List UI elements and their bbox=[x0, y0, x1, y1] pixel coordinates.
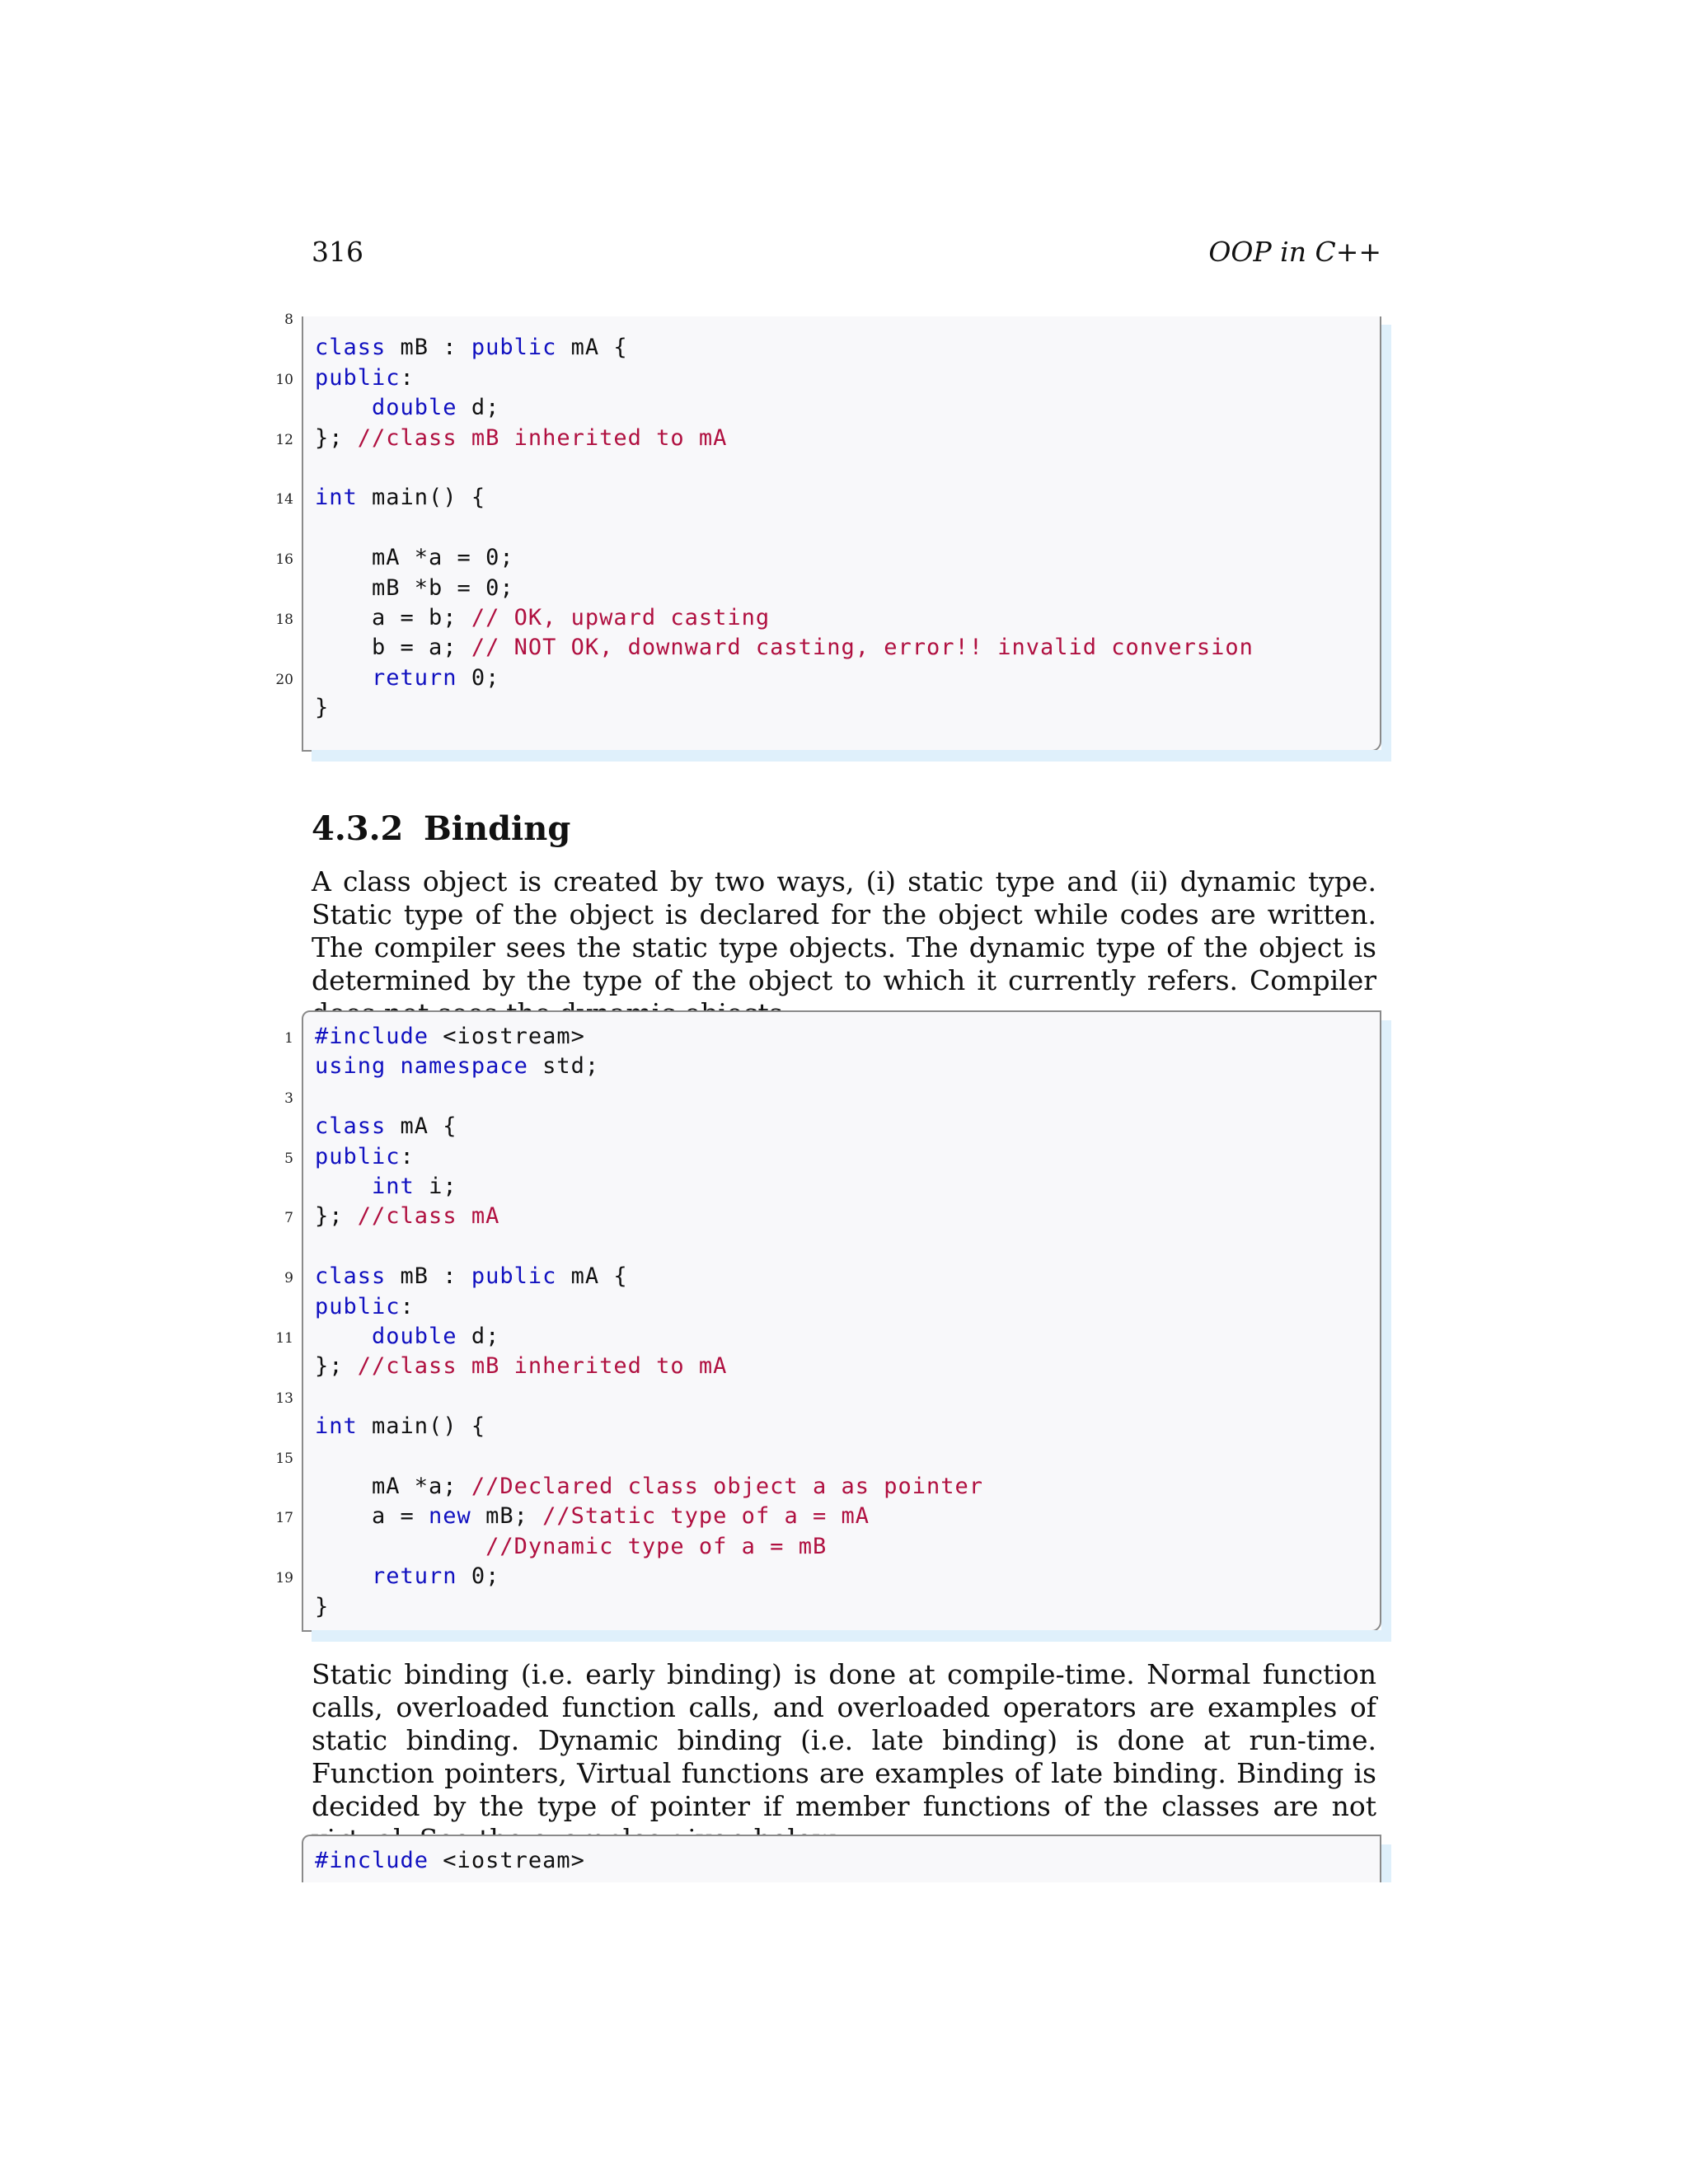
code-text: <iostream> bbox=[429, 1848, 585, 1873]
section-heading bbox=[312, 809, 570, 848]
code-text: b = a; bbox=[315, 635, 471, 661]
code-text: 0; bbox=[457, 1563, 500, 1590]
code-keyword: double bbox=[372, 395, 457, 421]
code-keyword: class bbox=[315, 1263, 387, 1290]
code-listing-static-dynamic-type bbox=[275, 1010, 1381, 1632]
code-keyword: public bbox=[315, 1293, 401, 1319]
line-number: 16 bbox=[275, 551, 293, 569]
code-text: : bbox=[400, 364, 415, 391]
line-number: 7 bbox=[284, 1210, 293, 1227]
code-text: mB : bbox=[386, 335, 471, 361]
code-line bbox=[315, 1022, 585, 1052]
code-line bbox=[315, 363, 415, 393]
code-text: mB; bbox=[471, 1503, 543, 1530]
paragraph-static-dynamic-type: A class object is created by two ways, (i) static type and (ii) dynamic type. Static type of the object is declared for the object while codes are written. The compiler sees the static type objects. The dynamic type of the object is determined by the type of the object to which it currently refers. Compiler bbox=[312, 865, 1376, 996]
code-keyword: public bbox=[471, 335, 557, 361]
code-line bbox=[315, 1562, 499, 1591]
code-text: }; bbox=[315, 424, 358, 451]
code-comment: //Dynamic type of a = mB bbox=[485, 1533, 828, 1559]
code-line bbox=[315, 1352, 727, 1381]
line-number: 14 bbox=[275, 491, 293, 509]
line-number: 11 bbox=[275, 1330, 293, 1347]
code-text: mA { bbox=[556, 335, 628, 361]
code-text: } bbox=[315, 695, 330, 721]
code-text: : bbox=[400, 1143, 415, 1169]
code-keyword: using bbox=[315, 1053, 387, 1080]
code-line bbox=[315, 1172, 457, 1202]
code-line bbox=[315, 1846, 585, 1876]
code-comment: // OK, upward casting bbox=[471, 605, 771, 630]
code-keyword: public bbox=[315, 364, 401, 391]
code-text bbox=[386, 1053, 400, 1079]
code-text: d; bbox=[457, 395, 500, 421]
code-line bbox=[315, 603, 770, 633]
code-line bbox=[315, 1142, 415, 1172]
running-title: OOP in C++ bbox=[1208, 236, 1381, 268]
code-comment: //class mB inherited to mA bbox=[357, 424, 728, 451]
line-number: 19 bbox=[275, 1570, 293, 1587]
code-comment: //class mA bbox=[357, 1203, 500, 1230]
code-line bbox=[315, 1112, 457, 1141]
code-line bbox=[315, 1502, 870, 1531]
code-text: a = b; bbox=[315, 605, 471, 630]
code-comment: //Declared class object a as pointer bbox=[471, 1474, 984, 1499]
code-text bbox=[315, 1174, 372, 1199]
code-line bbox=[315, 574, 514, 603]
code-text: } bbox=[315, 1593, 330, 1619]
code-line bbox=[315, 333, 628, 363]
code-keyword: #include bbox=[315, 1024, 429, 1049]
code-text: <iostream> bbox=[429, 1024, 585, 1049]
code-line bbox=[315, 1052, 599, 1081]
code-line bbox=[315, 663, 499, 693]
code-keyword: class bbox=[315, 1113, 387, 1140]
code-text bbox=[315, 395, 372, 420]
code-keyword: return bbox=[372, 1563, 457, 1590]
code-line bbox=[315, 1532, 827, 1562]
code-listing-binding-example bbox=[302, 1835, 1381, 1882]
code-text: }; bbox=[315, 1203, 358, 1230]
code-line bbox=[315, 543, 514, 573]
line-number: 17 bbox=[275, 1510, 293, 1527]
code-comment: // NOT OK, downward casting, error!! invalid conversion bbox=[471, 635, 1254, 661]
code-keyword: int bbox=[372, 1174, 415, 1199]
code-text: main() { bbox=[357, 485, 486, 511]
code-listing-inheritance-casting bbox=[275, 312, 1381, 752]
code-keyword: int bbox=[315, 485, 358, 511]
code-keyword: return bbox=[372, 664, 457, 691]
code-line bbox=[315, 1202, 499, 1231]
code-text: mA { bbox=[556, 1263, 628, 1290]
code-line bbox=[315, 1292, 415, 1322]
code-text bbox=[315, 1563, 372, 1589]
line-number: 10 bbox=[275, 371, 293, 388]
line-number: 5 bbox=[284, 1150, 293, 1167]
code-line bbox=[315, 483, 485, 513]
page-number: 316 bbox=[312, 236, 363, 268]
code-keyword: double bbox=[372, 1324, 457, 1349]
section-number: 4.3.2 bbox=[312, 809, 404, 848]
code-text: d; bbox=[457, 1324, 500, 1349]
code-line bbox=[315, 393, 499, 423]
code-keyword: namespace bbox=[400, 1053, 528, 1080]
code-keyword: class bbox=[315, 335, 387, 361]
code-text: mA { bbox=[386, 1113, 457, 1140]
code-keyword: public bbox=[315, 1143, 401, 1169]
code-text: main() { bbox=[357, 1413, 486, 1440]
line-number: 12 bbox=[275, 431, 293, 448]
code-text: }; bbox=[315, 1353, 358, 1380]
code-text: a = bbox=[315, 1503, 429, 1530]
code-text: : bbox=[400, 1293, 415, 1319]
code-text bbox=[315, 1534, 485, 1559]
code-text: mB : bbox=[386, 1263, 471, 1290]
code-comment: //class mB inherited to mA bbox=[357, 1353, 728, 1380]
code-text: std; bbox=[528, 1053, 600, 1080]
code-keyword: new bbox=[429, 1503, 471, 1530]
line-number: 13 bbox=[275, 1390, 293, 1407]
line-number: 20 bbox=[275, 671, 293, 688]
code-line bbox=[315, 693, 329, 723]
code-line bbox=[315, 1322, 499, 1352]
code-keyword: int bbox=[315, 1413, 358, 1440]
section-title: Binding bbox=[424, 809, 571, 848]
line-number: 3 bbox=[284, 1090, 293, 1107]
code-keyword: #include bbox=[315, 1848, 429, 1873]
code-line bbox=[315, 1472, 983, 1502]
paragraph-binding: Static binding (i.e. early binding) is done at compile-time. Normal function calls, overloaded function calls, and overloaded operators are examples of static binding. Dynamic binding (i.e. late binding) is done at run-time. Function pointers, Virtual functions are examples of late binding. Binding is decided by the type of pointer if member functions of the classes are not bbox=[312, 1658, 1376, 1822]
code-line bbox=[315, 1412, 485, 1441]
code-text bbox=[315, 665, 372, 691]
code-keyword: public bbox=[471, 1263, 557, 1290]
code-text: i; bbox=[414, 1174, 457, 1199]
code-text bbox=[315, 1324, 372, 1349]
line-number: 15 bbox=[275, 1450, 293, 1467]
code-text: mB *b = 0; bbox=[315, 574, 514, 601]
code-line bbox=[315, 1592, 329, 1622]
code-text: mA *a; bbox=[315, 1474, 471, 1499]
code-text: 0; bbox=[457, 664, 500, 691]
line-number: 8 bbox=[284, 312, 293, 328]
code-line bbox=[315, 1262, 628, 1291]
code-line bbox=[315, 424, 727, 453]
line-number: 1 bbox=[284, 1030, 293, 1047]
line-number: 9 bbox=[284, 1270, 293, 1287]
line-number: 18 bbox=[275, 612, 293, 628]
code-text: mA *a = 0; bbox=[315, 545, 514, 571]
code-line bbox=[315, 633, 1254, 663]
code-comment: //Static type of a = mA bbox=[542, 1503, 870, 1530]
